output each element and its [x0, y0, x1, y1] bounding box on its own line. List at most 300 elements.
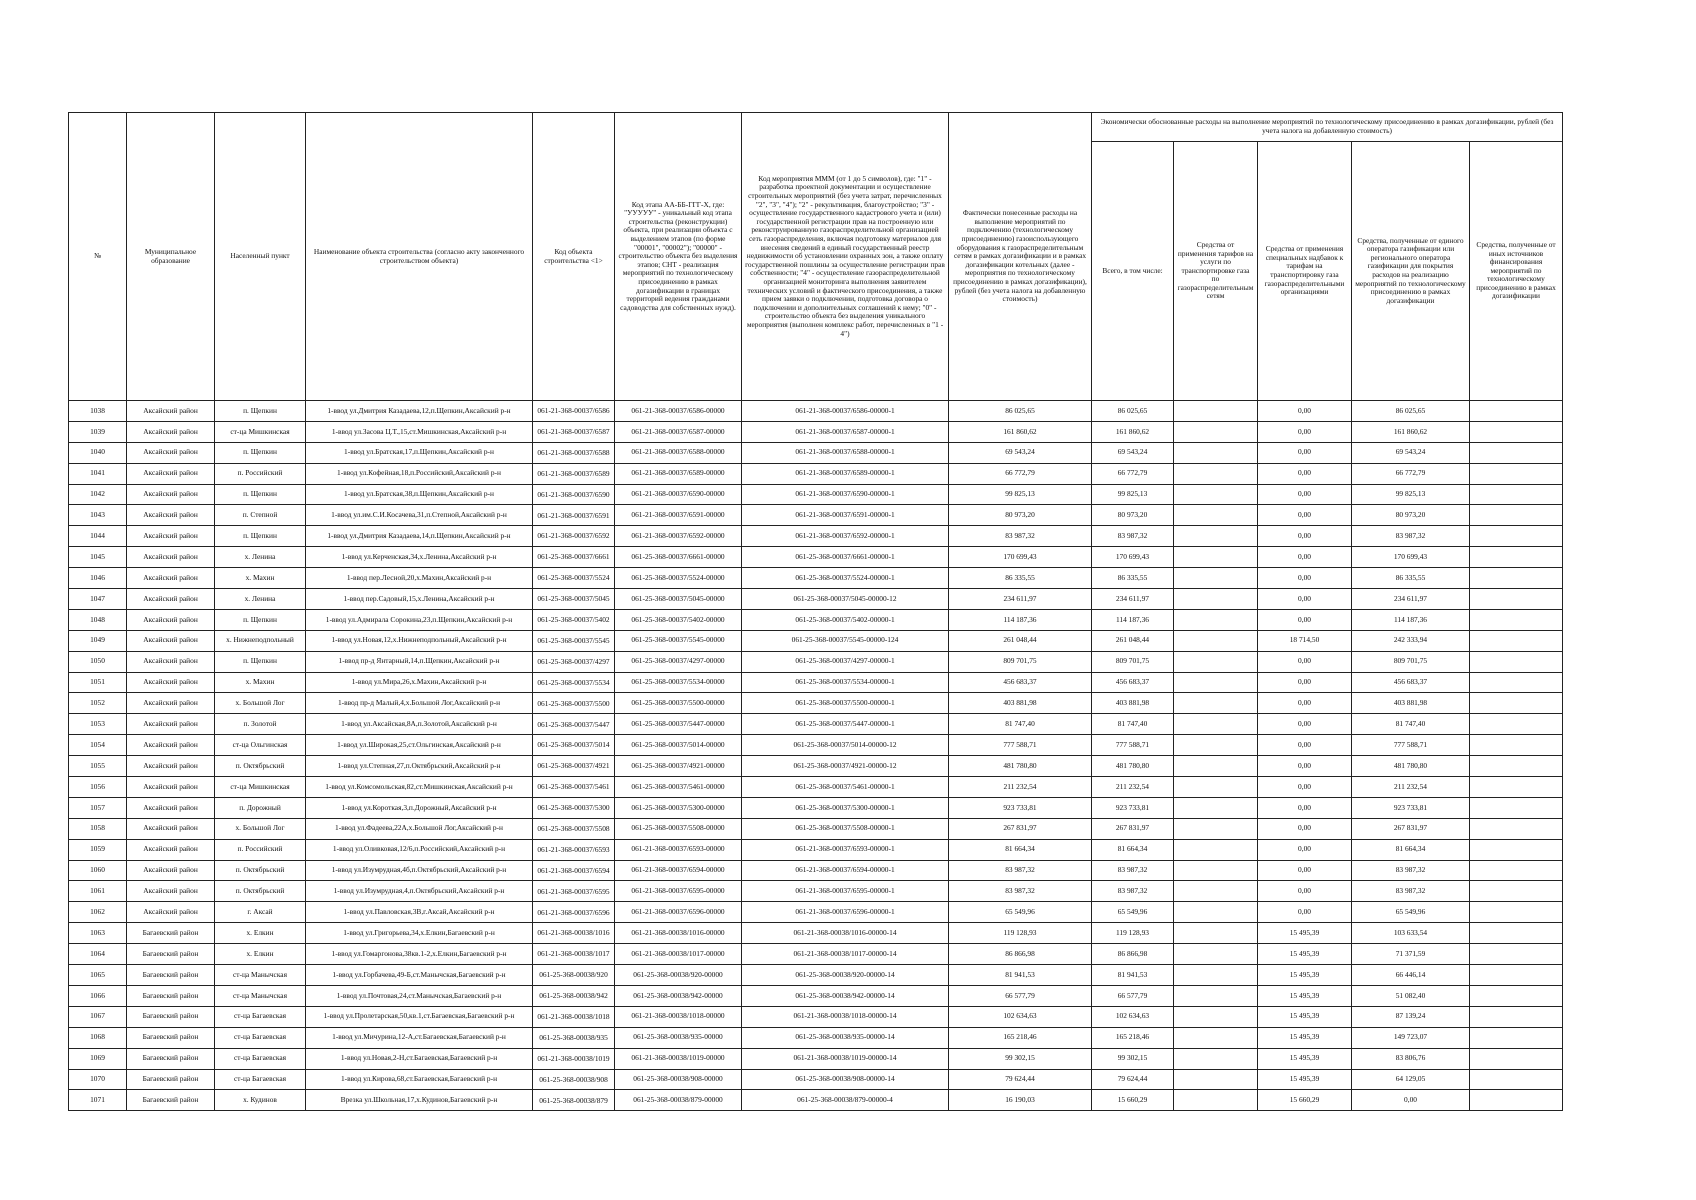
actual-costs-cell: 777 588,71 [949, 735, 1092, 756]
object-name-cell: 1-ввод ул.им.С.И.Косачева,31,п.Степной,Аксайский р-н [306, 505, 533, 526]
operator-funds-cell: 86 025,65 [1352, 401, 1470, 422]
table-row [69, 881, 1563, 902]
stage-code-cell: 061-25-368-00037/4297-00000 [615, 651, 742, 672]
object-name-cell: 1-ввод ул.Короткая,3,п.Дорожный,Аксайский р-н [306, 797, 533, 818]
stage-code-cell: 061-25-368-00038/920-00000 [615, 965, 742, 986]
stage-code-cell: 061-25-368-00038/879-00000 [615, 1090, 742, 1111]
settlement-cell: п. Щепкин [215, 609, 306, 630]
table-row [69, 1027, 1563, 1048]
object-name-cell: 1-ввод ул.Фадеева,22А,х.Большой Лог,Аксайский р-н [306, 818, 533, 839]
operator-funds-cell: 64 129,05 [1352, 1069, 1470, 1090]
stage-code-cell: 061-25-368-00037/5014-00000 [615, 735, 742, 756]
transport-tariff-cell [1174, 526, 1258, 547]
settlement-cell: ст-ца Багаевская [215, 1069, 306, 1090]
municipality-cell: Аксайский район [127, 442, 215, 463]
table-row [69, 756, 1563, 777]
object-name-cell: Врезка ул.Школьная,17,х.Кудинов,Багаевский р-н [306, 1090, 533, 1111]
operator-funds-cell: 87 139,24 [1352, 1006, 1470, 1027]
row-number: 1060 [69, 860, 127, 881]
row-number: 1061 [69, 881, 127, 902]
operator-funds-cell: 211 232,54 [1352, 777, 1470, 798]
table-row [69, 505, 1563, 526]
stage-code-cell: 061-21-368-00037/6590-00000 [615, 484, 742, 505]
municipality-cell: Багаевский район [127, 985, 215, 1006]
transport-tariff-cell [1174, 442, 1258, 463]
table-row [69, 442, 1563, 463]
transport-tariff-cell [1174, 609, 1258, 630]
other-sources-cell [1470, 526, 1563, 547]
other-sources-cell [1470, 505, 1563, 526]
object-code-cell: 061-21-368-00037/6593 [533, 839, 615, 860]
actual-costs-cell: 83 987,32 [949, 860, 1092, 881]
transport-tariff-cell [1174, 735, 1258, 756]
object-name-cell: 1-ввод ул.Изумрудная,4б,п.Октябрьский,Аксайский р-н [306, 860, 533, 881]
row-number: 1070 [69, 1069, 127, 1090]
object-name-cell: 1-ввод ул.Керченская,34,х.Ленина,Аксайский р-н [306, 547, 533, 568]
actual-costs-cell: 481 780,80 [949, 756, 1092, 777]
stage-code-cell: 061-21-368-00037/6594-00000 [615, 860, 742, 881]
row-number: 1040 [69, 442, 127, 463]
special-markup-cell: 15 495,39 [1258, 1048, 1352, 1069]
total-cell: 83 987,32 [1092, 881, 1174, 902]
stage-code-cell: 061-21-368-00037/6596-00000 [615, 902, 742, 923]
municipality-cell: Аксайский район [127, 818, 215, 839]
operator-funds-cell: 923 733,81 [1352, 797, 1470, 818]
header-event-code: Код мероприятия МММ (от 1 до 5 символов), где: "1" - разработка проектной документации и осуществление строительных мероприятий (без учета затрат, перечисленных "2", "3", "4"); "2" - рекультивация, благоустройство; "3" - осуществление государственного кадастрового учета и (или) государственной регистрации прав на построенную или реконструированную газораспределительной организацией сеть газораспределения, включая подготовку материалов для внесения сведений в единый государственный реестр недвижимости об установлении охранных зон, а также оплату государственной пошлины за осуществление регистрации прав собственности; "4" - осуществление газораспределительной организацией мониторинга выполнения заявителем технических условий и фактического присоединения, а также прием заявки о подключении, подготовка договора о подключении и дополнительных соглашений к нему; "0" - строительство объекта без выделения уникального мероприятия (выполнен комплекс работ, перечисленных в "1 - 4") [742, 113, 949, 401]
municipality-cell: Аксайский район [127, 860, 215, 881]
row-number: 1057 [69, 797, 127, 818]
other-sources-cell [1470, 568, 1563, 589]
settlement-cell: п. Октябрьский [215, 756, 306, 777]
other-sources-cell [1470, 714, 1563, 735]
table-row [69, 609, 1563, 630]
operator-funds-cell: 777 588,71 [1352, 735, 1470, 756]
table-row [69, 630, 1563, 651]
total-cell: 267 831,97 [1092, 818, 1174, 839]
special-markup-cell: 0,00 [1258, 463, 1352, 484]
object-name-cell: 1-ввод пер.Садовый,15,х.Ленина,Аксайский р-н [306, 589, 533, 610]
transport-tariff-cell [1174, 547, 1258, 568]
event-code-cell: 061-25-368-00037/6661-00000-1 [742, 547, 949, 568]
table-row [69, 860, 1563, 881]
row-number: 1064 [69, 944, 127, 965]
actual-costs-cell: 16 190,03 [949, 1090, 1092, 1111]
actual-costs-cell: 809 701,75 [949, 651, 1092, 672]
object-name-cell: 1-ввод ул.Новая,12,х.Нижнеподпольный,Аксайский р-н [306, 630, 533, 651]
object-code-cell: 061-25-368-00037/5402 [533, 609, 615, 630]
event-code-cell: 061-25-368-00037/5524-00000-1 [742, 568, 949, 589]
row-number: 1041 [69, 463, 127, 484]
object-code-cell: 061-25-368-00037/6661 [533, 547, 615, 568]
stage-code-cell: 061-21-368-00037/6589-00000 [615, 463, 742, 484]
operator-funds-cell: 170 699,43 [1352, 547, 1470, 568]
transport-tariff-cell [1174, 1006, 1258, 1027]
operator-funds-cell: 809 701,75 [1352, 651, 1470, 672]
municipality-cell: Аксайский район [127, 505, 215, 526]
header-transport-tariff: Средства от применения тарифов на услуги по транспортировке газа по газораспределительным сетям [1174, 142, 1258, 401]
table-row [69, 965, 1563, 986]
header-total: Всего, в том числе: [1092, 142, 1174, 401]
total-cell: 83 987,32 [1092, 526, 1174, 547]
object-name-cell: 1-ввод ул.Адмирала Сорокина,23,п.Щепкин,Аксайский р-н [306, 609, 533, 630]
special-markup-cell: 0,00 [1258, 714, 1352, 735]
operator-funds-cell: 66 772,79 [1352, 463, 1470, 484]
settlement-cell: х. Елкин [215, 944, 306, 965]
settlement-cell: х. Большой Лог [215, 818, 306, 839]
actual-costs-cell: 403 881,98 [949, 693, 1092, 714]
event-code-cell: 061-21-368-00037/6589-00000-1 [742, 463, 949, 484]
transport-tariff-cell [1174, 1027, 1258, 1048]
row-number: 1058 [69, 818, 127, 839]
object-code-cell: 061-21-368-00038/1017 [533, 944, 615, 965]
object-code-cell: 061-25-368-00038/879 [533, 1090, 615, 1111]
header-operator-funds: Средства, полученные от единого оператора газификации или регионального оператора газификации для покрытия расходов на реализацию мероприятий по технологическому присоединению в рамках догазификации [1352, 142, 1470, 401]
event-code-cell: 061-25-368-00038/879-00000-4 [742, 1090, 949, 1111]
table-body [69, 401, 1563, 1111]
operator-funds-cell: 481 780,80 [1352, 756, 1470, 777]
transport-tariff-cell [1174, 839, 1258, 860]
actual-costs-cell: 83 987,32 [949, 881, 1092, 902]
object-name-cell: 1-ввод пр-д Малый,4,х.Большой Лог,Аксайский р-н [306, 693, 533, 714]
total-cell: 80 973,20 [1092, 505, 1174, 526]
event-code-cell: 061-21-368-00037/6590-00000-1 [742, 484, 949, 505]
transport-tariff-cell [1174, 421, 1258, 442]
object-name-cell: 1-ввод ул.Братская,38,п.Щепкин,Аксайский р-н [306, 484, 533, 505]
settlement-cell: ст-ца Багаевская [215, 1006, 306, 1027]
municipality-cell: Аксайский район [127, 756, 215, 777]
other-sources-cell [1470, 777, 1563, 798]
object-name-cell: 1-ввод ул.Почтовая,24,ст.Манычская,Багаевский р-н [306, 985, 533, 1006]
table-header [69, 113, 1563, 401]
settlement-cell: п. Щепкин [215, 484, 306, 505]
settlement-cell: п. Щепкин [215, 442, 306, 463]
transport-tariff-cell [1174, 589, 1258, 610]
other-sources-cell [1470, 839, 1563, 860]
transport-tariff-cell [1174, 965, 1258, 986]
total-cell: 69 543,24 [1092, 442, 1174, 463]
object-code-cell: 061-21-368-00037/6589 [533, 463, 615, 484]
object-name-cell: 1-ввод ул.Аксайская,8А,п.Золотой,Аксайский р-н [306, 714, 533, 735]
object-name-cell: 1-ввод ул.Мичурина,12-А,ст.Багаевская,Багаевский р-н [306, 1027, 533, 1048]
row-number: 1051 [69, 672, 127, 693]
header-special-markup: Средства от применения специальных надбавок к тарифам на транспортировку газа газораспределительными организациями [1258, 142, 1352, 401]
row-number: 1043 [69, 505, 127, 526]
other-sources-cell [1470, 756, 1563, 777]
actual-costs-cell: 114 187,36 [949, 609, 1092, 630]
special-markup-cell: 0,00 [1258, 589, 1352, 610]
municipality-cell: Багаевский район [127, 1027, 215, 1048]
transport-tariff-cell [1174, 651, 1258, 672]
transport-tariff-cell [1174, 902, 1258, 923]
actual-costs-cell: 170 699,43 [949, 547, 1092, 568]
event-code-cell: 061-21-368-00037/6588-00000-1 [742, 442, 949, 463]
row-number: 1067 [69, 1006, 127, 1027]
operator-funds-cell: 149 723,07 [1352, 1027, 1470, 1048]
object-code-cell: 061-25-368-00038/920 [533, 965, 615, 986]
special-markup-cell: 0,00 [1258, 651, 1352, 672]
special-markup-cell: 0,00 [1258, 505, 1352, 526]
row-number: 1059 [69, 839, 127, 860]
total-cell: 81 664,34 [1092, 839, 1174, 860]
stage-code-cell: 061-21-368-00037/6587-00000 [615, 421, 742, 442]
special-markup-cell: 15 495,39 [1258, 923, 1352, 944]
row-number: 1069 [69, 1048, 127, 1069]
table-row [69, 547, 1563, 568]
table-row [69, 923, 1563, 944]
object-code-cell: 061-25-368-00037/5014 [533, 735, 615, 756]
transport-tariff-cell [1174, 1090, 1258, 1111]
other-sources-cell [1470, 1090, 1563, 1111]
operator-funds-cell: 71 371,59 [1352, 944, 1470, 965]
municipality-cell: Аксайский район [127, 735, 215, 756]
actual-costs-cell: 86 025,65 [949, 401, 1092, 422]
stage-code-cell: 061-25-368-00037/5045-00000 [615, 589, 742, 610]
special-markup-cell: 15 495,39 [1258, 944, 1352, 965]
actual-costs-cell: 79 624,44 [949, 1069, 1092, 1090]
operator-funds-cell: 403 881,98 [1352, 693, 1470, 714]
special-markup-cell: 0,00 [1258, 756, 1352, 777]
special-markup-cell: 0,00 [1258, 693, 1352, 714]
event-code-cell: 061-21-368-00038/1016-00000-14 [742, 923, 949, 944]
other-sources-cell [1470, 1048, 1563, 1069]
table-row [69, 944, 1563, 965]
total-cell: 809 701,75 [1092, 651, 1174, 672]
settlement-cell: х. Кудинов [215, 1090, 306, 1111]
stage-code-cell: 061-25-368-00038/908-00000 [615, 1069, 742, 1090]
total-cell: 403 881,98 [1092, 693, 1174, 714]
special-markup-cell: 0,00 [1258, 547, 1352, 568]
transport-tariff-cell [1174, 944, 1258, 965]
transport-tariff-cell [1174, 777, 1258, 798]
actual-costs-cell: 161 860,62 [949, 421, 1092, 442]
stage-code-cell: 061-25-368-00037/5300-00000 [615, 797, 742, 818]
object-code-cell: 061-21-368-00038/1019 [533, 1048, 615, 1069]
row-number: 1042 [69, 484, 127, 505]
special-markup-cell: 0,00 [1258, 484, 1352, 505]
table-row [69, 421, 1563, 442]
operator-funds-cell: 103 633,54 [1352, 923, 1470, 944]
object-name-cell: 1-ввод ул.Широкая,25,ст.Ольгинская,Аксайский р-н [306, 735, 533, 756]
table-row [69, 797, 1563, 818]
special-markup-cell: 0,00 [1258, 818, 1352, 839]
event-code-cell: 061-25-368-00037/5545-00000-124 [742, 630, 949, 651]
actual-costs-cell: 80 973,20 [949, 505, 1092, 526]
object-name-cell: 1-ввод ул.Дмитрия Казадаева,12,п.Щепкин,Аксайский р-н [306, 401, 533, 422]
total-cell: 81 747,40 [1092, 714, 1174, 735]
total-cell: 234 611,97 [1092, 589, 1174, 610]
operator-funds-cell: 83 987,32 [1352, 860, 1470, 881]
object-code-cell: 061-21-368-00037/6596 [533, 902, 615, 923]
municipality-cell: Аксайский район [127, 484, 215, 505]
operator-funds-cell: 99 825,13 [1352, 484, 1470, 505]
event-code-cell: 061-25-368-00037/5534-00000-1 [742, 672, 949, 693]
other-sources-cell [1470, 421, 1563, 442]
table-row [69, 777, 1563, 798]
object-code-cell: 061-25-368-00037/5500 [533, 693, 615, 714]
operator-funds-cell: 114 187,36 [1352, 609, 1470, 630]
object-code-cell: 061-25-368-00038/935 [533, 1027, 615, 1048]
special-markup-cell: 0,00 [1258, 860, 1352, 881]
municipality-cell: Аксайский район [127, 672, 215, 693]
event-code-cell: 061-21-368-00038/1018-00000-14 [742, 1006, 949, 1027]
special-markup-cell: 0,00 [1258, 568, 1352, 589]
total-cell: 81 941,53 [1092, 965, 1174, 986]
event-code-cell: 061-21-368-00038/1019-00000-14 [742, 1048, 949, 1069]
stage-code-cell: 061-25-368-00037/5508-00000 [615, 818, 742, 839]
table-row [69, 714, 1563, 735]
header-object-name: Наименование объекта строительства (согласно акту законченного строительством объекта) [306, 113, 533, 401]
total-cell: 261 048,44 [1092, 630, 1174, 651]
event-code-cell: 061-21-368-00037/6596-00000-1 [742, 902, 949, 923]
transport-tariff-cell [1174, 630, 1258, 651]
total-cell: 99 302,15 [1092, 1048, 1174, 1069]
other-sources-cell [1470, 797, 1563, 818]
other-sources-cell [1470, 1069, 1563, 1090]
operator-funds-cell: 51 082,40 [1352, 985, 1470, 1006]
settlement-cell: ст-ца Манычская [215, 985, 306, 1006]
municipality-cell: Аксайский район [127, 463, 215, 484]
special-markup-cell: 15 495,39 [1258, 1069, 1352, 1090]
municipality-cell: Аксайский район [127, 547, 215, 568]
row-number: 1052 [69, 693, 127, 714]
municipality-cell: Багаевский район [127, 965, 215, 986]
stage-code-cell: 061-21-368-00037/6595-00000 [615, 881, 742, 902]
other-sources-cell [1470, 1006, 1563, 1027]
object-code-cell: 061-25-368-00037/4297 [533, 651, 615, 672]
table-row [69, 1069, 1563, 1090]
stage-code-cell: 061-21-368-00037/6591-00000 [615, 505, 742, 526]
other-sources-cell [1470, 1027, 1563, 1048]
municipality-cell: Багаевский район [127, 1006, 215, 1027]
header-settlement: Населенный пункт [215, 113, 306, 401]
special-markup-cell: 15 495,39 [1258, 965, 1352, 986]
row-number: 1068 [69, 1027, 127, 1048]
actual-costs-cell: 234 611,97 [949, 589, 1092, 610]
object-code-cell: 061-21-368-00037/6592 [533, 526, 615, 547]
stage-code-cell: 061-25-368-00037/6661-00000 [615, 547, 742, 568]
transport-tariff-cell [1174, 672, 1258, 693]
header-justified-costs-group: Экономически обоснованные расходы на выполнение мероприятий по технологическому присоединению в рамках догазификации, рублей (без учета налога на добавленную стоимость) [1092, 113, 1563, 142]
stage-code-cell: 061-21-368-00037/6588-00000 [615, 442, 742, 463]
row-number: 1056 [69, 777, 127, 798]
municipality-cell: Аксайский район [127, 777, 215, 798]
object-code-cell: 061-25-368-00038/942 [533, 985, 615, 1006]
header-num: № [69, 113, 127, 401]
settlement-cell: х. Ленина [215, 589, 306, 610]
actual-costs-cell: 119 128,93 [949, 923, 1092, 944]
object-code-cell: 061-21-368-00037/6588 [533, 442, 615, 463]
total-cell: 923 733,81 [1092, 797, 1174, 818]
operator-funds-cell: 242 333,94 [1352, 630, 1470, 651]
table-row [69, 672, 1563, 693]
special-markup-cell: 0,00 [1258, 881, 1352, 902]
other-sources-cell [1470, 463, 1563, 484]
settlement-cell: ст-ца Манычская [215, 965, 306, 986]
settlement-cell: ст-ца Мишкинская [215, 777, 306, 798]
total-cell: 79 624,44 [1092, 1069, 1174, 1090]
municipality-cell: Аксайский район [127, 589, 215, 610]
transport-tariff-cell [1174, 756, 1258, 777]
row-number: 1038 [69, 401, 127, 422]
settlement-cell: х. Елкин [215, 923, 306, 944]
special-markup-cell: 0,00 [1258, 442, 1352, 463]
event-code-cell: 061-25-368-00037/5500-00000-1 [742, 693, 949, 714]
object-code-cell: 061-25-368-00037/4921 [533, 756, 615, 777]
special-markup-cell: 18 714,50 [1258, 630, 1352, 651]
operator-funds-cell: 0,00 [1352, 1090, 1470, 1111]
total-cell: 119 128,93 [1092, 923, 1174, 944]
transport-tariff-cell [1174, 505, 1258, 526]
special-markup-cell: 0,00 [1258, 672, 1352, 693]
event-code-cell: 061-21-368-00037/6586-00000-1 [742, 401, 949, 422]
transport-tariff-cell [1174, 881, 1258, 902]
settlement-cell: п. Октябрьский [215, 860, 306, 881]
header-other-sources: Средства, полученные от иных источников финансирования мероприятий по технологическому присоединению в рамках догазификации [1470, 142, 1563, 401]
object-code-cell: 061-25-368-00037/5300 [533, 797, 615, 818]
table-row [69, 463, 1563, 484]
object-name-cell: 1-ввод ул.Новая,2-Н,ст.Багаевская,Багаевский р-н [306, 1048, 533, 1069]
event-code-cell: 061-25-368-00037/4297-00000-1 [742, 651, 949, 672]
stage-code-cell: 061-21-368-00037/6593-00000 [615, 839, 742, 860]
settlement-cell: х. Большой Лог [215, 693, 306, 714]
other-sources-cell [1470, 672, 1563, 693]
row-number: 1046 [69, 568, 127, 589]
other-sources-cell [1470, 693, 1563, 714]
stage-code-cell: 061-25-368-00037/5461-00000 [615, 777, 742, 798]
municipality-cell: Аксайский район [127, 902, 215, 923]
event-code-cell: 061-25-368-00037/5045-00000-12 [742, 589, 949, 610]
municipality-cell: Багаевский район [127, 944, 215, 965]
object-code-cell: 061-21-368-00038/1018 [533, 1006, 615, 1027]
transport-tariff-cell [1174, 818, 1258, 839]
special-markup-cell: 15 660,29 [1258, 1090, 1352, 1111]
settlement-cell: п. Щепкин [215, 651, 306, 672]
transport-tariff-cell [1174, 797, 1258, 818]
total-cell: 99 825,13 [1092, 484, 1174, 505]
stage-code-cell: 061-25-368-00037/5545-00000 [615, 630, 742, 651]
municipality-cell: Багаевский район [127, 1090, 215, 1111]
actual-costs-cell: 211 232,54 [949, 777, 1092, 798]
municipality-cell: Аксайский район [127, 526, 215, 547]
operator-funds-cell: 66 446,14 [1352, 965, 1470, 986]
table-row [69, 818, 1563, 839]
actual-costs-cell: 267 831,97 [949, 818, 1092, 839]
special-markup-cell: 0,00 [1258, 401, 1352, 422]
event-code-cell: 061-25-368-00037/5447-00000-1 [742, 714, 949, 735]
transport-tariff-cell [1174, 860, 1258, 881]
stage-code-cell: 061-21-368-00037/6592-00000 [615, 526, 742, 547]
header-municipality: Муниципальное образование [127, 113, 215, 401]
settlement-cell: г. Аксай [215, 902, 306, 923]
operator-funds-cell: 161 860,62 [1352, 421, 1470, 442]
operator-funds-cell: 456 683,37 [1352, 672, 1470, 693]
object-name-cell: 1-ввод пр-д Янтарный,14,п.Щепкин,Аксайский р-н [306, 651, 533, 672]
object-name-cell: 1-ввод ул.Горбачева,49-Б,ст.Манычская,Багаевский р-н [306, 965, 533, 986]
settlement-cell: п. Российский [215, 463, 306, 484]
row-number: 1053 [69, 714, 127, 735]
total-cell: 65 549,96 [1092, 902, 1174, 923]
settlement-cell: ст-ца Ольгинская [215, 735, 306, 756]
actual-costs-cell: 99 825,13 [949, 484, 1092, 505]
actual-costs-cell: 81 664,34 [949, 839, 1092, 860]
row-number: 1065 [69, 965, 127, 986]
municipality-cell: Аксайский район [127, 693, 215, 714]
object-code-cell: 061-25-368-00037/5545 [533, 630, 615, 651]
event-code-cell: 061-25-368-00037/5300-00000-1 [742, 797, 949, 818]
event-code-cell: 061-21-368-00037/6592-00000-1 [742, 526, 949, 547]
object-code-cell: 061-25-368-00037/5045 [533, 589, 615, 610]
other-sources-cell [1470, 401, 1563, 422]
